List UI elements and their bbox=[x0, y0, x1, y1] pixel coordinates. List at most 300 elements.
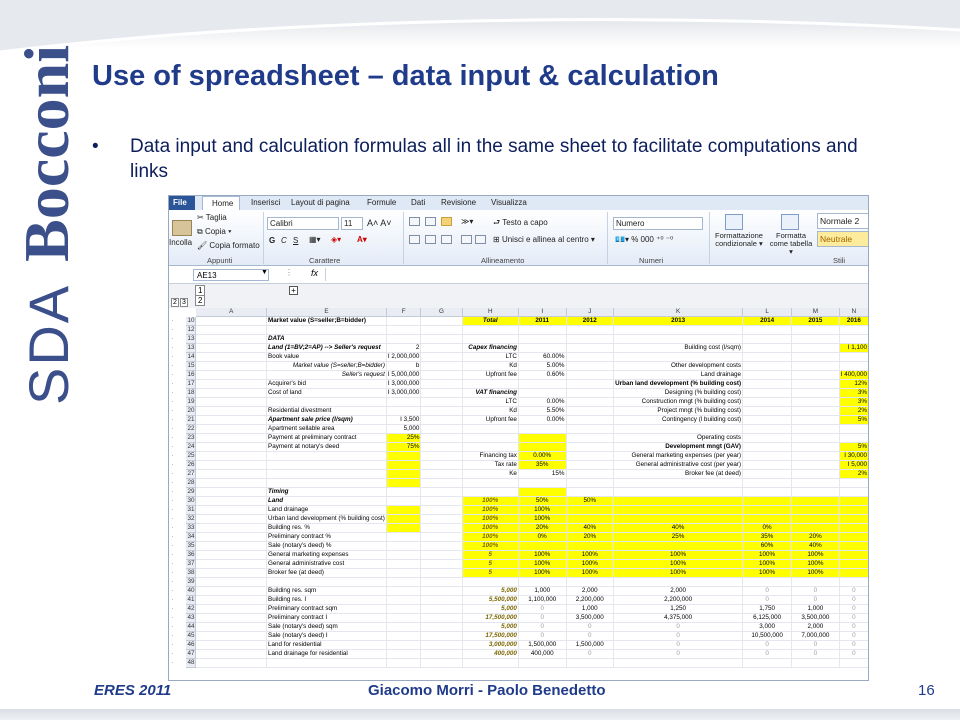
cell[interactable] bbox=[566, 425, 614, 434]
cell[interactable] bbox=[518, 434, 566, 443]
cell[interactable] bbox=[792, 362, 840, 371]
cell[interactable] bbox=[743, 452, 792, 461]
cell[interactable]: 5,000 bbox=[462, 605, 518, 614]
cell[interactable]: 2,000 bbox=[566, 587, 614, 596]
cell[interactable] bbox=[421, 506, 462, 515]
cell[interactable] bbox=[267, 452, 387, 461]
cell[interactable] bbox=[566, 371, 614, 380]
cell[interactable]: 100% bbox=[462, 533, 518, 542]
row-number[interactable]: 15 bbox=[187, 362, 195, 369]
cell[interactable]: Building res. I bbox=[267, 596, 387, 605]
cell[interactable] bbox=[196, 641, 267, 650]
cell[interactable] bbox=[386, 335, 421, 344]
cell[interactable] bbox=[196, 461, 267, 470]
cell[interactable] bbox=[566, 578, 614, 587]
align-left-icon[interactable] bbox=[409, 235, 420, 244]
cell[interactable] bbox=[421, 443, 462, 452]
cell[interactable]: 0 bbox=[792, 650, 840, 659]
cell[interactable] bbox=[421, 587, 462, 596]
cell[interactable] bbox=[792, 416, 840, 425]
cell[interactable]: 10,500,000 bbox=[743, 632, 792, 641]
cell[interactable] bbox=[386, 515, 421, 524]
cell[interactable]: 100% bbox=[792, 560, 840, 569]
cell[interactable]: 25% bbox=[386, 434, 421, 443]
cell[interactable] bbox=[462, 326, 518, 335]
cell[interactable] bbox=[196, 326, 267, 335]
cell[interactable] bbox=[839, 506, 868, 515]
cell[interactable] bbox=[614, 488, 743, 497]
cell[interactable] bbox=[386, 641, 421, 650]
cell[interactable]: Total bbox=[462, 317, 518, 326]
cell[interactable]: 3,500,000 bbox=[566, 614, 614, 623]
row-number[interactable]: 22 bbox=[187, 425, 195, 432]
row-number[interactable]: 34 bbox=[187, 533, 195, 540]
align-top-icon[interactable] bbox=[409, 217, 420, 226]
cell[interactable]: 20% bbox=[792, 533, 840, 542]
column-header[interactable]: K bbox=[614, 308, 743, 317]
cell[interactable] bbox=[614, 425, 743, 434]
cell[interactable] bbox=[743, 443, 792, 452]
cell[interactable]: 100% bbox=[614, 569, 743, 578]
cell[interactable] bbox=[839, 479, 868, 488]
formula-input[interactable] bbox=[325, 268, 865, 281]
cell[interactable] bbox=[462, 425, 518, 434]
cell[interactable] bbox=[196, 533, 267, 542]
cell[interactable]: 3,000,000 bbox=[462, 641, 518, 650]
cell[interactable] bbox=[421, 353, 462, 362]
cell[interactable]: 100% bbox=[462, 497, 518, 506]
cell[interactable]: Sale (notary's deed) % bbox=[267, 542, 387, 551]
row-number[interactable]: 21 bbox=[187, 416, 195, 423]
cell[interactable]: 35% bbox=[743, 533, 792, 542]
cell[interactable]: Residential divestment bbox=[267, 407, 387, 416]
cell[interactable]: 0 bbox=[839, 596, 868, 605]
cell[interactable]: 60% bbox=[743, 542, 792, 551]
cell[interactable] bbox=[196, 353, 267, 362]
cell[interactable] bbox=[743, 389, 792, 398]
cell[interactable] bbox=[566, 353, 614, 362]
cell[interactable]: 0.00% bbox=[518, 452, 566, 461]
cell[interactable] bbox=[267, 398, 387, 407]
cell[interactable]: 1,750 bbox=[743, 605, 792, 614]
cell[interactable]: 5 bbox=[462, 569, 518, 578]
cell[interactable]: 25% bbox=[614, 533, 743, 542]
cell[interactable]: I 5,000,000 bbox=[387, 371, 420, 378]
cell[interactable] bbox=[792, 470, 840, 479]
cell[interactable] bbox=[421, 488, 462, 497]
cell[interactable] bbox=[518, 443, 566, 452]
cell[interactable]: 50% bbox=[518, 497, 566, 506]
cell[interactable]: 2,200,000 bbox=[614, 596, 743, 605]
cell[interactable] bbox=[196, 470, 267, 479]
cell[interactable] bbox=[839, 578, 868, 587]
cell[interactable]: Contingency (l building cost) bbox=[614, 416, 743, 425]
cell[interactable]: 100% bbox=[743, 551, 792, 560]
cell[interactable]: Preliminary contract sqm bbox=[267, 605, 387, 614]
column-header[interactable]: G bbox=[421, 308, 462, 317]
name-box-dropdown-icon[interactable]: ▼ bbox=[261, 269, 268, 276]
cell[interactable]: 100% bbox=[462, 542, 518, 551]
row-number[interactable]: 26 bbox=[187, 461, 195, 468]
cell[interactable]: 17,500,000 bbox=[462, 614, 518, 623]
bold-button[interactable]: G bbox=[269, 236, 276, 245]
cell[interactable]: 1,250 bbox=[614, 605, 743, 614]
tab-file[interactable]: File bbox=[169, 196, 195, 210]
cell[interactable] bbox=[614, 515, 743, 524]
cell[interactable]: 100% bbox=[518, 560, 566, 569]
cell[interactable]: LTC bbox=[462, 398, 518, 407]
font-name-select[interactable]: Calibri bbox=[267, 217, 339, 230]
cell[interactable]: I 3,500 bbox=[386, 416, 421, 425]
wrap-text-button[interactable]: ⮐ Testo a capo bbox=[493, 218, 548, 227]
cell[interactable]: 2% bbox=[839, 470, 868, 479]
cell[interactable]: 40% bbox=[614, 524, 743, 533]
cell[interactable] bbox=[386, 569, 421, 578]
cell[interactable] bbox=[386, 623, 421, 632]
cell[interactable] bbox=[743, 344, 792, 353]
cell[interactable]: Project mngt (% building cost) bbox=[614, 407, 743, 416]
cell[interactable]: 0 bbox=[839, 641, 868, 650]
row-number[interactable]: 39 bbox=[187, 578, 195, 585]
cell[interactable] bbox=[386, 506, 421, 515]
cell[interactable]: 3,000 bbox=[743, 623, 792, 632]
row-number[interactable]: 36 bbox=[187, 551, 195, 558]
cell[interactable] bbox=[196, 551, 267, 560]
cell[interactable] bbox=[566, 479, 614, 488]
cell[interactable]: 100% bbox=[462, 524, 518, 533]
cell[interactable]: Tax rate bbox=[462, 461, 518, 470]
cell[interactable]: 0 bbox=[614, 641, 743, 650]
cell[interactable]: Building res. % bbox=[267, 524, 387, 533]
cell[interactable] bbox=[267, 470, 387, 479]
cell[interactable] bbox=[792, 515, 840, 524]
cell[interactable]: 1,100,000 bbox=[518, 596, 566, 605]
cell[interactable]: 2012 bbox=[566, 317, 614, 326]
tab-layout[interactable]: Layout di pagina bbox=[291, 198, 350, 207]
cell[interactable] bbox=[743, 434, 792, 443]
cell[interactable]: I 30,000 bbox=[839, 452, 868, 461]
font-color-icon[interactable]: A▾ bbox=[357, 235, 367, 244]
cell[interactable] bbox=[386, 659, 421, 668]
tab-home[interactable]: Home bbox=[202, 196, 240, 210]
cell[interactable]: Payment at preliminary contract bbox=[267, 434, 387, 443]
column-header[interactable]: F bbox=[386, 308, 421, 317]
cell[interactable] bbox=[462, 479, 518, 488]
align-right-icon[interactable] bbox=[441, 235, 452, 244]
cell[interactable]: 0 bbox=[743, 650, 792, 659]
cell[interactable] bbox=[421, 569, 462, 578]
cell[interactable] bbox=[614, 506, 743, 515]
cell[interactable]: Construction mngt (% building cost) bbox=[614, 398, 743, 407]
cell[interactable] bbox=[267, 461, 387, 470]
cell[interactable] bbox=[743, 335, 792, 344]
cell[interactable] bbox=[421, 524, 462, 533]
conditional-formatting-button[interactable]: Formattazione condizionale ▾ bbox=[715, 231, 763, 248]
cell[interactable]: I 400,000 bbox=[840, 371, 867, 378]
cell[interactable] bbox=[743, 371, 792, 380]
cell[interactable]: 5,000 bbox=[462, 587, 518, 596]
cell[interactable]: 40% bbox=[792, 542, 840, 551]
column-header[interactable]: M bbox=[792, 308, 840, 317]
cell[interactable] bbox=[566, 326, 614, 335]
cell[interactable]: 15% bbox=[518, 470, 566, 479]
cell[interactable] bbox=[566, 344, 614, 353]
cell[interactable] bbox=[386, 533, 421, 542]
cell[interactable]: Payment at notary's deed bbox=[267, 443, 387, 452]
cell[interactable]: 0 bbox=[566, 650, 614, 659]
cell[interactable] bbox=[792, 371, 840, 380]
currency-icon[interactable]: 💶▾ % 000 ⁺⁰ ⁻⁰ bbox=[615, 235, 674, 244]
cell[interactable] bbox=[566, 506, 614, 515]
cell[interactable]: Land drainage bbox=[614, 371, 743, 380]
cell[interactable] bbox=[792, 578, 840, 587]
cell[interactable]: Ke bbox=[462, 470, 518, 479]
cell[interactable] bbox=[421, 425, 462, 434]
cell[interactable]: 1,500,000 bbox=[518, 641, 566, 650]
cell[interactable] bbox=[196, 398, 267, 407]
cell[interactable]: 100% bbox=[566, 560, 614, 569]
cell[interactable]: Seller's request bbox=[267, 371, 387, 380]
cell[interactable] bbox=[792, 326, 840, 335]
cell[interactable]: 0 bbox=[518, 632, 566, 641]
cell[interactable]: General administrative cost bbox=[267, 560, 387, 569]
cell[interactable]: 0 bbox=[839, 632, 868, 641]
cell[interactable] bbox=[792, 344, 840, 353]
cell[interactable] bbox=[196, 605, 267, 614]
cell[interactable]: 100% bbox=[518, 569, 566, 578]
cell[interactable]: Sale (notary's deed) sqm bbox=[267, 623, 387, 632]
tab-inserisci[interactable]: Inserisci bbox=[251, 198, 281, 207]
cell[interactable] bbox=[462, 380, 518, 389]
italic-button[interactable]: C bbox=[281, 236, 287, 245]
cell[interactable]: Cost of land bbox=[267, 389, 387, 398]
cell[interactable]: 100% bbox=[518, 515, 566, 524]
cell[interactable]: Urban land development (% building cost) bbox=[615, 380, 742, 387]
cell[interactable] bbox=[196, 614, 267, 623]
cell[interactable] bbox=[614, 335, 743, 344]
cell[interactable]: 400,000 bbox=[462, 650, 518, 659]
cell[interactable] bbox=[386, 650, 421, 659]
cell[interactable] bbox=[566, 335, 614, 344]
cell[interactable] bbox=[839, 515, 868, 524]
cell[interactable] bbox=[421, 317, 462, 326]
cell[interactable] bbox=[196, 659, 267, 668]
row-number[interactable]: 12 bbox=[187, 326, 195, 333]
row-number[interactable]: 13 bbox=[187, 344, 195, 351]
column-header[interactable]: J bbox=[566, 308, 614, 317]
cell[interactable] bbox=[743, 362, 792, 371]
cell[interactable] bbox=[566, 515, 614, 524]
cell[interactable]: 5% bbox=[839, 416, 868, 425]
cell[interactable] bbox=[196, 479, 267, 488]
cell[interactable]: 4,375,000 bbox=[614, 614, 743, 623]
increase-indent-icon[interactable] bbox=[475, 235, 486, 244]
cell[interactable] bbox=[267, 326, 387, 335]
cell[interactable]: 0 bbox=[839, 587, 868, 596]
cell[interactable]: 2,200,000 bbox=[566, 596, 614, 605]
cell[interactable] bbox=[421, 407, 462, 416]
cell[interactable] bbox=[386, 497, 421, 506]
cell[interactable]: I 3,000,000 bbox=[387, 389, 420, 396]
row-number[interactable]: 25 bbox=[187, 452, 195, 459]
row-number[interactable]: 35 bbox=[187, 542, 195, 549]
row-number[interactable]: 29 bbox=[187, 488, 195, 495]
column-header[interactable]: H bbox=[462, 308, 518, 317]
cell[interactable]: 2013 bbox=[614, 317, 743, 326]
cell[interactable] bbox=[421, 605, 462, 614]
cell[interactable]: 0 bbox=[566, 632, 614, 641]
cell[interactable] bbox=[743, 425, 792, 434]
cell[interactable]: I 5,000 bbox=[839, 461, 868, 470]
cell[interactable] bbox=[518, 389, 566, 398]
cell[interactable]: 0.60% bbox=[518, 371, 566, 380]
cell[interactable] bbox=[743, 416, 792, 425]
cell[interactable]: Kd bbox=[462, 362, 518, 371]
cell[interactable] bbox=[518, 344, 566, 353]
cell[interactable] bbox=[386, 560, 421, 569]
cell[interactable] bbox=[421, 371, 462, 380]
cell[interactable] bbox=[386, 326, 421, 335]
cell[interactable] bbox=[196, 506, 267, 515]
cell[interactable] bbox=[614, 542, 743, 551]
cut-button[interactable]: ✂ Taglia bbox=[197, 213, 227, 222]
cell[interactable]: 0 bbox=[518, 623, 566, 632]
cell[interactable] bbox=[196, 425, 267, 434]
cell[interactable] bbox=[743, 578, 792, 587]
outline-level-2[interactable]: 2 bbox=[195, 295, 205, 306]
cell[interactable] bbox=[386, 542, 421, 551]
cell[interactable] bbox=[386, 398, 421, 407]
row-number[interactable]: 27 bbox=[187, 470, 195, 477]
cell[interactable] bbox=[462, 443, 518, 452]
cell[interactable]: 3% bbox=[839, 389, 868, 398]
cell[interactable]: Development mngt (GAV) bbox=[614, 443, 743, 452]
cell[interactable]: 20% bbox=[518, 524, 566, 533]
expand-group-icon[interactable]: + bbox=[289, 286, 298, 295]
cell[interactable] bbox=[196, 578, 267, 587]
cell[interactable]: Market value (S=seller;B=bidder) bbox=[267, 362, 387, 371]
row-number[interactable]: 37 bbox=[187, 560, 195, 567]
grow-font-icon[interactable]: A˄ A˅ bbox=[367, 218, 392, 228]
cell[interactable]: Land drainage bbox=[267, 506, 387, 515]
row-number[interactable]: 38 bbox=[187, 569, 195, 576]
cell[interactable] bbox=[421, 434, 462, 443]
cell[interactable]: Operating costs bbox=[614, 434, 743, 443]
cell[interactable] bbox=[421, 596, 462, 605]
cell[interactable] bbox=[421, 542, 462, 551]
cell[interactable]: Apartment sale price (l/sqm) bbox=[267, 416, 387, 425]
cell[interactable] bbox=[566, 461, 614, 470]
cell[interactable] bbox=[518, 659, 566, 668]
style-neutrale[interactable]: Neutrale bbox=[817, 231, 869, 247]
format-as-table-icon[interactable] bbox=[781, 214, 799, 230]
cell[interactable] bbox=[614, 479, 743, 488]
cell[interactable]: Building cost (l/sqm) bbox=[614, 344, 743, 353]
cell[interactable] bbox=[743, 398, 792, 407]
cell[interactable] bbox=[566, 380, 614, 389]
cell[interactable] bbox=[421, 389, 462, 398]
cell[interactable]: 100% bbox=[462, 515, 518, 524]
cell[interactable] bbox=[196, 515, 267, 524]
cell[interactable]: 0 bbox=[614, 650, 743, 659]
cell[interactable] bbox=[792, 353, 840, 362]
cell[interactable] bbox=[386, 614, 421, 623]
cell[interactable] bbox=[566, 488, 614, 497]
fill-color-icon[interactable]: ◈▾ bbox=[331, 235, 342, 244]
cell[interactable] bbox=[743, 479, 792, 488]
cell[interactable]: 5 bbox=[462, 551, 518, 560]
cell[interactable]: 2011 bbox=[518, 317, 566, 326]
cell[interactable] bbox=[386, 479, 421, 488]
cell[interactable] bbox=[566, 659, 614, 668]
cell[interactable]: Upfront fee bbox=[462, 416, 518, 425]
cell[interactable]: 0 bbox=[518, 614, 566, 623]
cell[interactable] bbox=[421, 398, 462, 407]
row-number[interactable]: 33 bbox=[187, 524, 195, 531]
cell[interactable]: 1,000 bbox=[518, 587, 566, 596]
cell[interactable]: 100% bbox=[518, 551, 566, 560]
cell[interactable] bbox=[792, 398, 840, 407]
decrease-indent-icon[interactable] bbox=[461, 235, 472, 244]
cell[interactable]: 100% bbox=[462, 506, 518, 515]
cell[interactable] bbox=[196, 371, 267, 380]
cell[interactable] bbox=[839, 326, 868, 335]
cell[interactable]: 0% bbox=[743, 524, 792, 533]
cell[interactable] bbox=[421, 641, 462, 650]
cell[interactable] bbox=[386, 407, 421, 416]
cell[interactable]: 7,000,000 bbox=[792, 632, 840, 641]
cell[interactable] bbox=[196, 524, 267, 533]
cell[interactable] bbox=[421, 623, 462, 632]
cell[interactable] bbox=[462, 434, 518, 443]
cell[interactable] bbox=[386, 587, 421, 596]
cell[interactable]: 0 bbox=[839, 614, 868, 623]
cell[interactable]: 2% bbox=[839, 407, 868, 416]
tab-dati[interactable]: Dati bbox=[411, 198, 426, 207]
cell[interactable]: Book value bbox=[267, 353, 387, 362]
copy-button[interactable]: ⧉ Copia ▾ bbox=[197, 227, 232, 236]
cell[interactable] bbox=[421, 452, 462, 461]
cell[interactable]: 5.50% bbox=[518, 407, 566, 416]
cell[interactable] bbox=[566, 470, 614, 479]
cell[interactable]: 0 bbox=[614, 632, 743, 641]
cell[interactable]: I 2,000,000 bbox=[387, 353, 420, 360]
cell[interactable] bbox=[196, 650, 267, 659]
cell[interactable]: 100% bbox=[566, 569, 614, 578]
row-number[interactable]: 47 bbox=[187, 650, 195, 657]
cell[interactable] bbox=[421, 533, 462, 542]
cell[interactable] bbox=[743, 470, 792, 479]
cell[interactable] bbox=[518, 488, 566, 497]
cell[interactable]: 35% bbox=[518, 461, 566, 470]
cell[interactable]: 3,500,000 bbox=[792, 614, 840, 623]
cell[interactable]: General marketing expenses (per year) bbox=[614, 452, 743, 461]
cell[interactable] bbox=[267, 659, 387, 668]
cell[interactable] bbox=[421, 578, 462, 587]
row-number[interactable]: 13 bbox=[187, 335, 195, 342]
align-middle-icon[interactable] bbox=[425, 217, 436, 226]
cell[interactable]: 2014 bbox=[743, 317, 792, 326]
cell[interactable]: 100% bbox=[743, 569, 792, 578]
cell[interactable] bbox=[743, 326, 792, 335]
cell[interactable] bbox=[421, 479, 462, 488]
cell[interactable] bbox=[743, 497, 792, 506]
cell[interactable] bbox=[743, 353, 792, 362]
cell[interactable]: 6,125,000 bbox=[743, 614, 792, 623]
cell[interactable] bbox=[839, 560, 868, 569]
cell[interactable]: 5,000 bbox=[462, 623, 518, 632]
cell[interactable] bbox=[743, 488, 792, 497]
